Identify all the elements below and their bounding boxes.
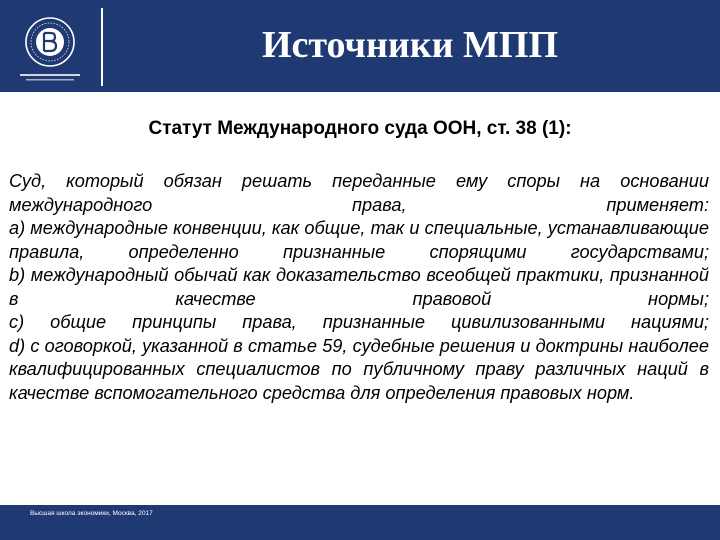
- hse-logo-icon: [10, 8, 90, 88]
- body-paragraph-intro: Суд, который обязан решать переданные ему споры на основании международного права, применяет:: [9, 171, 709, 215]
- footer-text: Высшая школа экономики, Москва, 2017: [30, 510, 153, 517]
- slide-body: [9, 170, 709, 405]
- slide-title: Источники МПП: [261, 24, 559, 66]
- body-paragraph-a: а) международные конвенции, как общие, так и специальные, устанавливающие правила, определенно признанные спорящими государствами;: [9, 218, 709, 262]
- body-paragraph-c: c) общие принципы права, признанные цивилизованными нациями;: [9, 312, 709, 332]
- body-paragraph-b: b) международный обычай как доказательство всеобщей практики, признанной в качестве правовой нормы;: [9, 265, 709, 309]
- slide-subtitle: Статут Международного суда ООН, ст. 38 (1):: [148, 118, 572, 139]
- body-paragraph-d: d) с оговоркой, указанной в статье 59, судебные решения и доктрины наиболее квалифицированных специалистов по публичному праву различных наций в качестве вспомогательного средства для определения правовых норм.: [9, 335, 709, 403]
- header-divider: [101, 8, 103, 86]
